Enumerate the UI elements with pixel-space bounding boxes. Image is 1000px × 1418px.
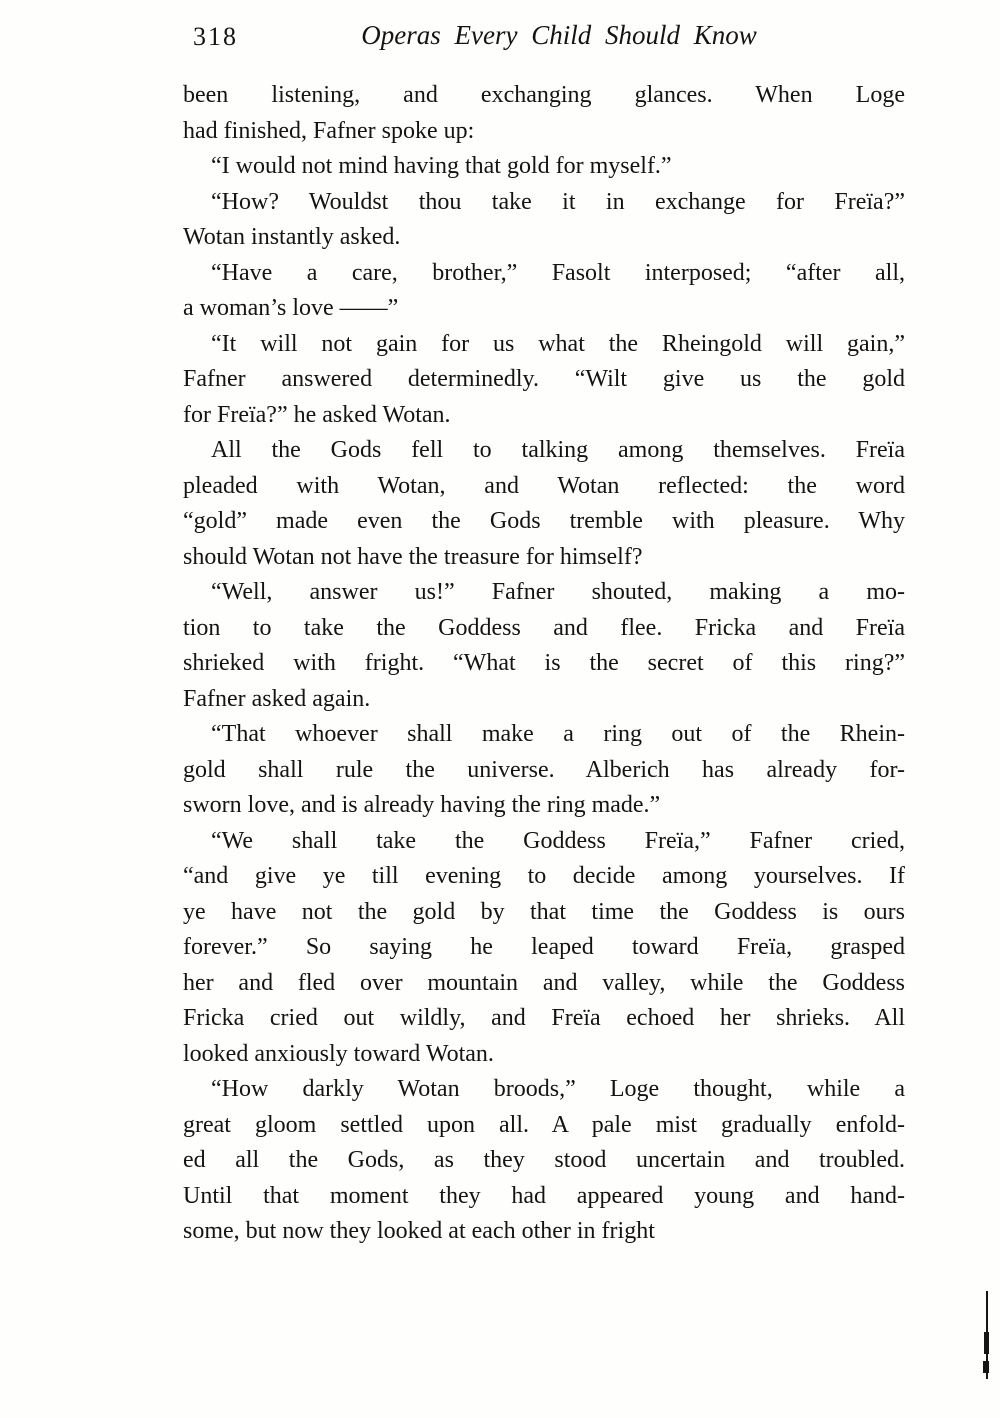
text-line: “How darkly Wotan broods,” Loge thought, while a [211, 1076, 905, 1102]
text-line: “How? Wouldst thou take it in exchange for Freïa?” [211, 188, 905, 215]
text-line: shrieked with fright. “What is the secret of this ring?” [183, 650, 905, 676]
text-line: Until that moment they had appeared young and hand- [183, 1182, 905, 1209]
text-line: gold shall rule the universe. Alberich has already for- [183, 756, 905, 783]
scan-artifact-blip [983, 1361, 989, 1373]
text-line: Fafner answered determinedly. “Wilt give us the gold [183, 366, 905, 392]
paragraph [183, 1072, 905, 1250]
page-body [183, 78, 905, 1250]
text-line: great gloom settled upon all. A pale mist gradually enfold- [183, 1111, 905, 1138]
text-line: looked anxiously toward Wotan. [183, 1040, 494, 1067]
text-line: “and give ye till evening to decide among yourselves. If [183, 863, 905, 889]
paragraph [183, 327, 905, 434]
text-line: “That whoever shall make a ring out of the Rhein- [211, 721, 905, 747]
text-line: some, but now they looked at each other in fright [183, 1218, 655, 1244]
page-header [183, 20, 905, 78]
text-line: should Wotan not have the treasure for himself? [183, 543, 643, 570]
text-line: Fricka cried out wildly, and Freïa echoed her shrieks. All [183, 1005, 905, 1031]
paragraph [183, 185, 905, 256]
text-line: a woman’s love ——” [183, 295, 399, 321]
paragraph [183, 717, 905, 824]
text-line: ed all the Gods, as they stood uncertain and troubled. [183, 1147, 905, 1173]
text-line: “I would not mind having that gold for myself.” [211, 153, 672, 179]
page-number: 318 [193, 22, 238, 51]
text-line: All the Gods fell to talking among themselves. Freïa [211, 437, 905, 463]
text-line: “gold” made even the Gods tremble with pleasure. Why [183, 508, 905, 534]
text-line: “It will not gain for us what the Rheingold will gain,” [211, 330, 905, 357]
text-line: “Well, answer us!” Fafner shouted, making a mo- [211, 579, 905, 605]
text-column [183, 20, 905, 1250]
paragraph [183, 575, 905, 717]
paragraph [183, 824, 905, 1073]
text-line: had finished, Fafner spoke up: [183, 117, 475, 144]
text-line: Fafner asked again. [183, 685, 371, 712]
text-line: tion to take the Goddess and flee. Fricka and Freïa [183, 614, 905, 641]
text-line: been listening, and exchanging glances. When Loge [183, 82, 905, 108]
scan-artifact-blip [984, 1332, 989, 1354]
text-line: for Freïa?” he asked Wotan. [183, 401, 451, 428]
text-line: “Have a care, brother,” Fasolt interposed; “after all, [211, 259, 905, 286]
paragraph [183, 78, 905, 149]
text-line: Wotan instantly asked. [183, 224, 401, 250]
text-line: her and fled over mountain and valley, while the Goddess [183, 969, 905, 996]
paragraph [183, 433, 905, 575]
text-line: sworn love, and is already having the ring made.” [183, 792, 661, 818]
paragraph [183, 149, 905, 185]
text-line: forever.” So saying he leaped toward Freïa, grasped [183, 934, 905, 960]
text-line: “We shall take the Goddess Freïa,” Fafner cried, [211, 827, 905, 854]
text-line: pleaded with Wotan, and Wotan reflected: the word [183, 472, 905, 499]
text-line: ye have not the gold by that time the Goddess is ours [183, 898, 905, 925]
paragraph [183, 256, 905, 327]
running-title: Operas Every Child Should Know [361, 20, 757, 50]
